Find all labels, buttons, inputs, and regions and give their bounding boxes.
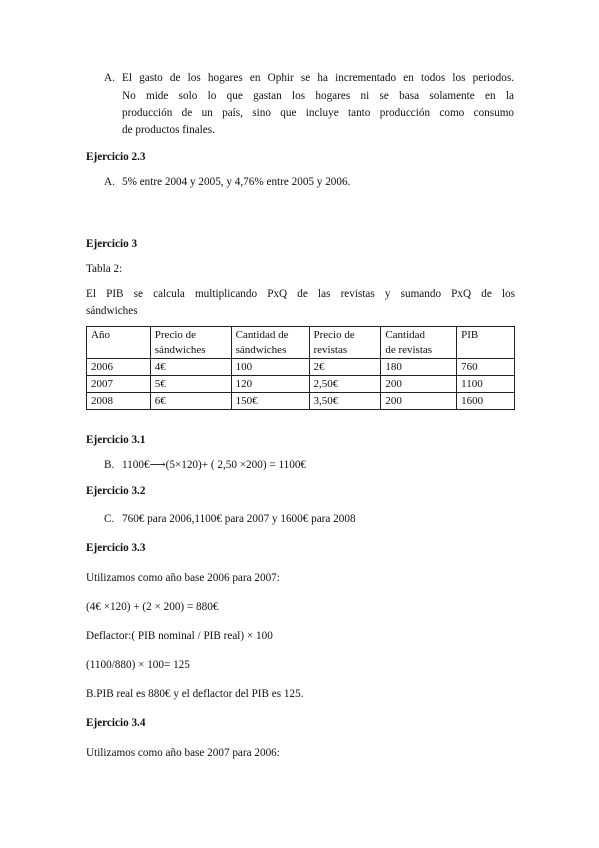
paragraph-line: El PIB se calcula multiplicando PxQ de las revistas y sumando PxQ de los bbox=[86, 288, 515, 300]
data-table bbox=[86, 326, 515, 410]
table-header-cell: Año bbox=[87, 327, 151, 359]
table-cell: 200 bbox=[381, 393, 457, 410]
table-row bbox=[87, 376, 515, 393]
table-cell: 120 bbox=[231, 376, 309, 393]
list-marker: C. bbox=[104, 513, 115, 525]
table-cell: 5€ bbox=[150, 376, 231, 393]
table-label: Tabla 2: bbox=[86, 263, 123, 275]
table-header-cell: Cantidad de sándwiches bbox=[231, 327, 309, 359]
long-right-arrow-icon: ⟶ bbox=[149, 459, 166, 471]
answer-text: 1100€⟶(5×120)+ ( 2,50 ×200) = 1100€ bbox=[122, 457, 306, 474]
table-cell: 200 bbox=[381, 376, 457, 393]
list-marker: A. bbox=[104, 176, 115, 188]
table-row bbox=[87, 359, 515, 376]
paragraph-line: B.PIB real es 880€ y el deflactor del PIB es 125. bbox=[86, 688, 304, 700]
table-cell: 4€ bbox=[150, 359, 231, 376]
table-header-cell: Precio de sándwiches bbox=[150, 327, 231, 359]
formula-line: Deflactor:( PIB nominal / PIB real) × 100 bbox=[86, 630, 273, 642]
table-row bbox=[87, 393, 515, 410]
table-cell: 3,50€ bbox=[309, 393, 381, 410]
answer-text: 760€ para 2006,1100€ para 2007 y 1600€ para 2008 bbox=[122, 513, 356, 525]
answer-text: 5% entre 2004 y 2005, y 4,76% entre 2005 y 2006. bbox=[122, 176, 351, 188]
table-cell: 6€ bbox=[150, 393, 231, 410]
paragraph-line: producción de un país, sino que incluye tanto producción como consumo bbox=[122, 107, 514, 119]
paragraph-line: No mide solo lo que gastan los hogares ni se basa solamente en la bbox=[122, 90, 514, 102]
table-cell: 1100 bbox=[457, 376, 515, 393]
section-heading: Ejercicio 3.4 bbox=[86, 717, 146, 729]
table-cell: 760 bbox=[457, 359, 515, 376]
table-header-cell: Cantidad de revistas bbox=[381, 327, 457, 359]
table-cell: 150€ bbox=[231, 393, 309, 410]
table-cell: 2006 bbox=[87, 359, 151, 376]
table-cell: 100 bbox=[231, 359, 309, 376]
table-cell: 2008 bbox=[87, 393, 151, 410]
section-heading: Ejercicio 3.2 bbox=[86, 485, 146, 497]
paragraph-line: Utilizamos como año base 2007 para 2006: bbox=[86, 747, 280, 759]
formula-line: (4€ ×120) + (2 × 200) = 880€ bbox=[86, 601, 219, 613]
table-cell: 180 bbox=[381, 359, 457, 376]
paragraph-line: El gasto de los hogares en Ophir se ha incrementado en todos los periodos. bbox=[122, 72, 514, 84]
section-heading: Ejercicio 3.3 bbox=[86, 542, 146, 554]
paragraph-line: de productos finales. bbox=[122, 124, 215, 136]
section-heading: Ejercicio 2.3 bbox=[86, 151, 146, 163]
table-header-cell: Precio de revistas bbox=[309, 327, 381, 359]
table-cell: 2€ bbox=[309, 359, 381, 376]
list-marker: B. bbox=[104, 459, 115, 471]
section-heading: Ejercicio 3.1 bbox=[86, 434, 146, 446]
table-cell: 2,50€ bbox=[309, 376, 381, 393]
table-header-row bbox=[87, 327, 515, 359]
formula-line: (1100/880) × 100= 125 bbox=[86, 659, 190, 671]
table-header-cell: PIB bbox=[457, 327, 515, 359]
table-cell: 1600 bbox=[457, 393, 515, 410]
list-marker: A. bbox=[104, 72, 115, 84]
paragraph-line: Utilizamos como año base 2006 para 2007: bbox=[86, 572, 280, 584]
paragraph-line: sándwiches bbox=[86, 305, 138, 317]
section-heading: Ejercicio 3 bbox=[86, 238, 138, 250]
table-cell: 2007 bbox=[87, 376, 151, 393]
